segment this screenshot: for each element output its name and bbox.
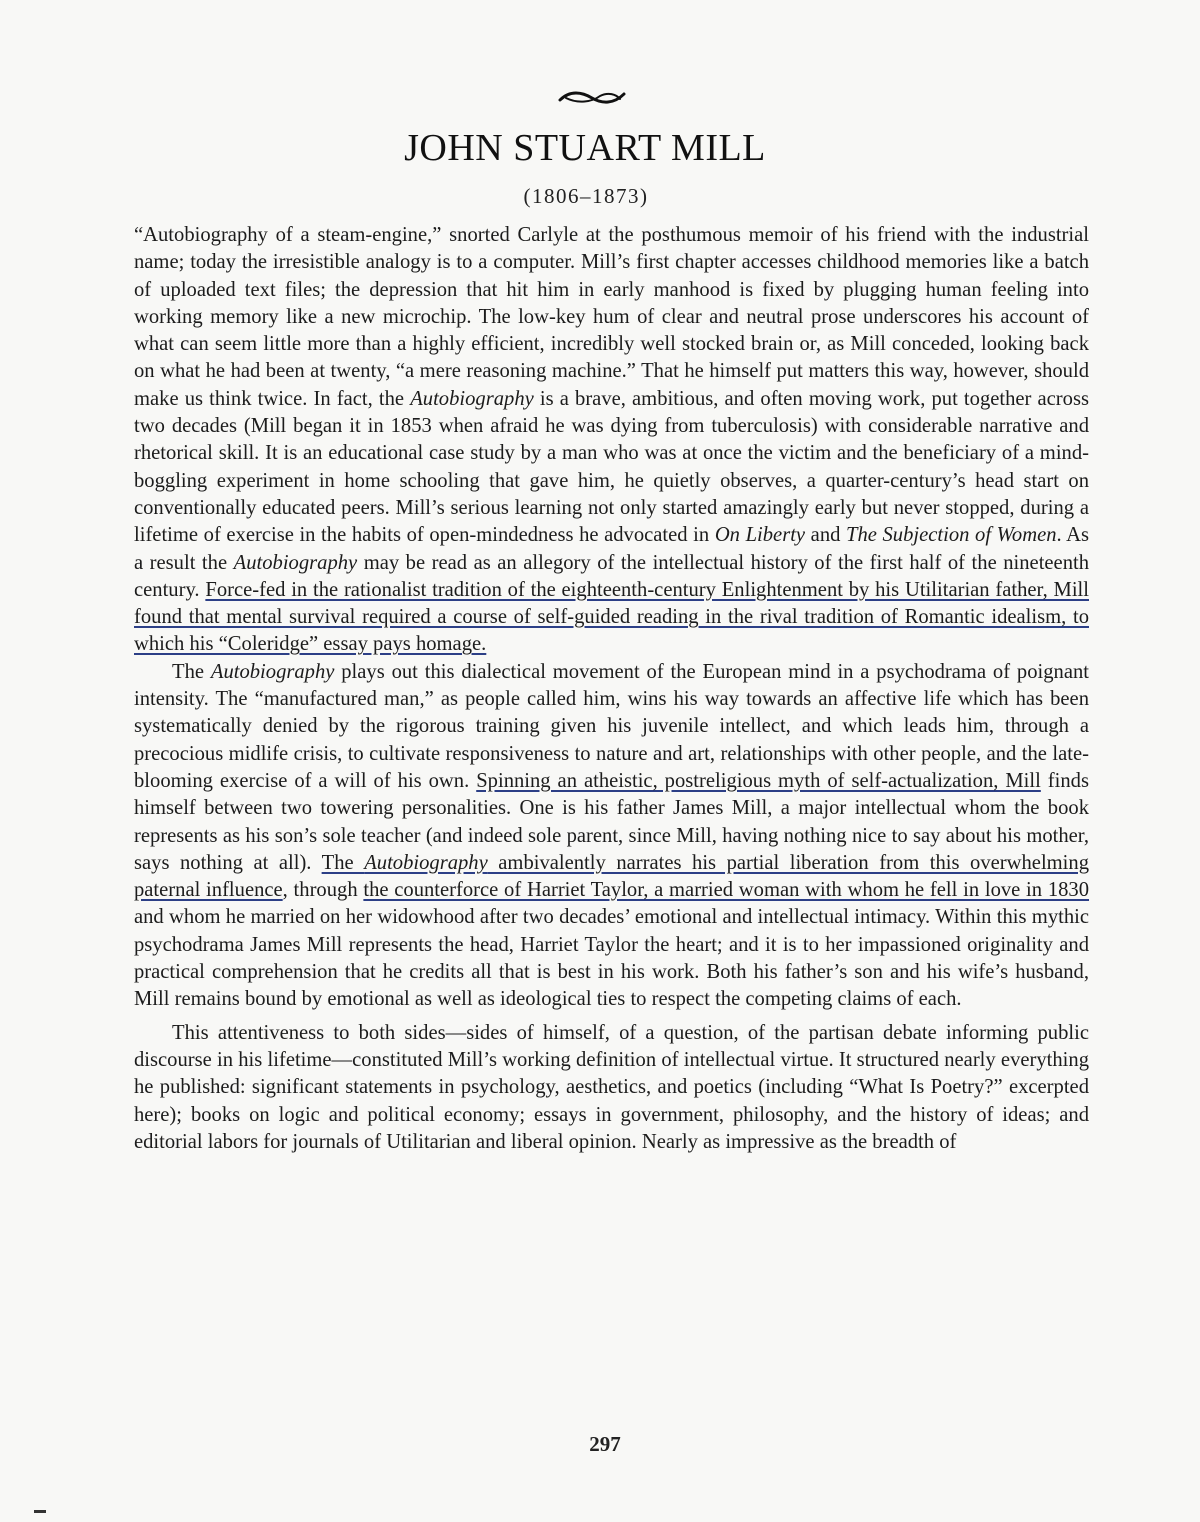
pen-underlined-passage: Spinning an atheistic, postreligious myth of self-actualization, Mill: [476, 769, 1041, 792]
scan-edge-mark: [34, 1510, 46, 1513]
text-run: is a brave, ambitious, and often moving work, put together across two decades (Mill began it in 1853 when afraid he was dying from tuberculosis) with considerable narrative and rhetorical skill. It is an educational case study by a man who was at once the victim and the beneficiary of a mind-boggling experiment in home schooling that gave him, he quietly observes, a quarter-century’s head start on conventionally educated peers. Mill’s serious learning not only started amazingly early but never stopped, during a lifetime of exercise in the habits of open-mindedness he advocated in: [134, 387, 1089, 547]
body-text: [134, 222, 1089, 1156]
page-number: 297: [589, 1432, 621, 1456]
swash-ornament-icon: [556, 86, 628, 110]
life-dates: (1806–1873): [523, 184, 649, 208]
italic-title: Autobiography: [233, 551, 358, 574]
italic-title: On Liberty: [714, 524, 806, 547]
italic-title: Autobiography: [210, 660, 335, 683]
text-run: The: [321, 851, 365, 874]
paragraph-1: [134, 222, 1089, 659]
pen-underlined-passage: the counterforce of Harriet Taylor, a married woman with whom he fell in love in 1830: [363, 879, 1090, 902]
text-run: ambivalently narrates his partial liberation from this overwhelming paternal influence: [134, 851, 1089, 902]
text-run: , through: [282, 879, 364, 902]
text-run: finds himself between two towering personalities. One is his father James Mill, a major intellectual whom the book represents as his son’s sole teacher (and indeed sole parent, since Mill, having nothing nice to say about his mother, says nothing at all).: [134, 769, 1089, 874]
pen-underlined-passage: Force-fed in the rationalist tradition of the eighteenth-century Enlightenment by his Utilitarian father, Mill found that mental survival required a course of self-guided reading in the rival tradition of Romantic idealism, to which his “Coleridge” essay pays homage.: [134, 578, 1089, 656]
italic-title: Autobiography: [364, 851, 488, 874]
italic-title: The Subjection of Women: [846, 524, 1057, 547]
text-run: may be read as an allegory of the intellectual history of the first half of the nineteenth century.: [134, 551, 1090, 601]
italic-title: Autobiography: [410, 387, 534, 410]
text-run: and: [805, 524, 847, 547]
text-run: . As a result the: [134, 524, 1090, 574]
paragraph-2: [134, 659, 1089, 1014]
text-run: and whom he married on her widowhood after two decades’ emotional and intellectual intimacy. Within this mythic psychodrama James Mill represents the head, Harriet Taylor the heart; and it is to her impassioned originality and practical comprehension that he credits all that is best in his work. Both his father’s son and his wife’s husband, Mill remains bound by emotional as well as ideological ties to respect the competing claims of each.: [134, 906, 1089, 1011]
text-run: plays out this dialectical movement of the European mind in a psychodrama of poignant intensity. The “manufactured man,” as people called him, wins his way towards an affective life which has been systematically denied by the rigorous training given his juvenile intellect, and which leads him, through a precocious midlife crisis, to cultivate responsiveness to nature and art, relationships with other people, and the late-blooming exercise of a will of his own.: [134, 660, 1089, 792]
text-run: This attentiveness to both sides—sides of himself, of a question, of the partisan debate informing public discourse in his lifetime—constituted Mill’s working definition of intellectual virtue. It structured nearly everything he published: significant statements in psychology, aesthetics, and poetics (including “What Is Poetry?” excerpted here); books on logic and political economy; essays in government, philosophy, and the history of ideas; and editorial labors for journals of Utilitarian and liberal opinion. Nearly as impressive as the breadth of: [134, 1021, 1089, 1153]
page-title: JOHN STUART MILL: [404, 127, 766, 169]
paragraph-3: [134, 1020, 1089, 1156]
text-run: The: [172, 660, 211, 683]
text-run: “Autobiography of a steam-engine,” snorted Carlyle at the posthumous memoir of his friend with the industrial name; today the irresistible analogy is to a computer. Mill’s first chapter accesses childhood memories like a batch of uploaded text files; the depression that hit him in early manhood is fixed by plugging human feeling into working memory like a new microchip. The low-key hum of clear and neutral prose underscores his account of what can seem little more than a highly efficient, incredibly well stocked brain or, as Mill conceded, looking back on what he had been at twenty, “a mere reasoning machine.” That he himself put matters this way, however, should make us think twice. In fact, the: [134, 224, 1089, 410]
